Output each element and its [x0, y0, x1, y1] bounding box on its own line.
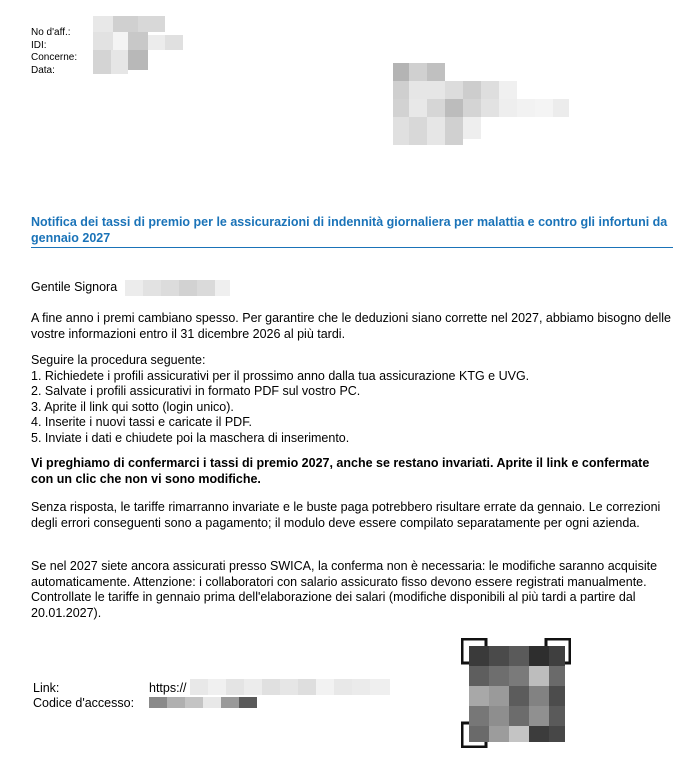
access-code-label: Codice d'accesso:: [33, 696, 135, 710]
paragraph-premium-change: A fine anno i premi cambiano spesso. Per garantire che le deduzioni siano corrette nel 2027, abbiamo bisogno delle vostre informazioni entro il 31 dicembre 2026 al più tardi.: [31, 311, 671, 341]
procedure-step: 3. Aprite il link qui sotto (login unico).: [31, 399, 234, 414]
qr-code-graphic: [461, 638, 571, 748]
letter-subject: Notifica dei tassi di premio per le assicurazioni di indennità giornaliera per malattia e contro gli infortuni da gennaio 2027: [31, 215, 668, 245]
qr-code[interactable]: [461, 638, 571, 748]
procedure-step: 4. Inserite i nuovi tassi e caricate il PDF.: [31, 415, 252, 430]
link-url[interactable]: https://: [149, 681, 187, 695]
reference-label-idi: IDI:: [31, 39, 47, 51]
procedure-list: [31, 353, 671, 447]
procedure-intro: Seguire la procedura seguente:: [31, 353, 206, 367]
reference-label-business-no: No d'aff.:: [31, 27, 71, 38]
redacted-access-code: [149, 697, 257, 708]
redacted-recipient-address: [393, 63, 569, 145]
reference-label-subject: Concerne:: [31, 52, 78, 63]
link-label: Link:: [33, 681, 60, 695]
procedure-step: 5. Inviate i dati e chiudete poi la maschera di inserimento.: [31, 430, 350, 445]
procedure-step: 1. Richiedete i profili assicurativi per il prossimo anno dalla tua assicurazione KTG e UVG.: [31, 368, 530, 383]
redacted-reference-values: [93, 16, 183, 76]
procedure-step: 2. Salvate i profili assicurativi in formato PDF sul vostro PC.: [31, 384, 361, 399]
paragraph-swica: Se nel 2027 siete ancora assicurati presso SWICA, la conferma non è necessaria: le modifiche saranno acquisite automaticamente. Attenzione: i collaboratori con salario assicurato fisso devono essere registrati manualmente. Controllate le tariffe in gennaio prima dell'elaborazione dei salari (modifiche disponibili al più tardi a partire dal 20.01.2027).: [31, 559, 658, 620]
redacted-link-url: [190, 679, 390, 695]
subject-divider: [31, 247, 673, 248]
reference-block: [31, 27, 77, 77]
reference-label-date: Data:: [31, 64, 55, 76]
salutation: Gentile Signora: [31, 280, 118, 294]
confirmation-request: Vi preghiamo di confermarci i tassi di premio 2027, anche se restano invariati. Aprite il link e confermate con un clic che non vi sono modifiche.: [31, 456, 650, 486]
redacted-recipient-name: [125, 280, 230, 296]
paragraph-no-response: Senza risposta, le tariffe rimarranno invariate e le buste paga potrebbero risultare errate da gennaio. Le correzioni degli errori conseguenti sono a pagamento; il modulo deve essere compilato separatamente per ogni azienda.: [31, 500, 661, 530]
